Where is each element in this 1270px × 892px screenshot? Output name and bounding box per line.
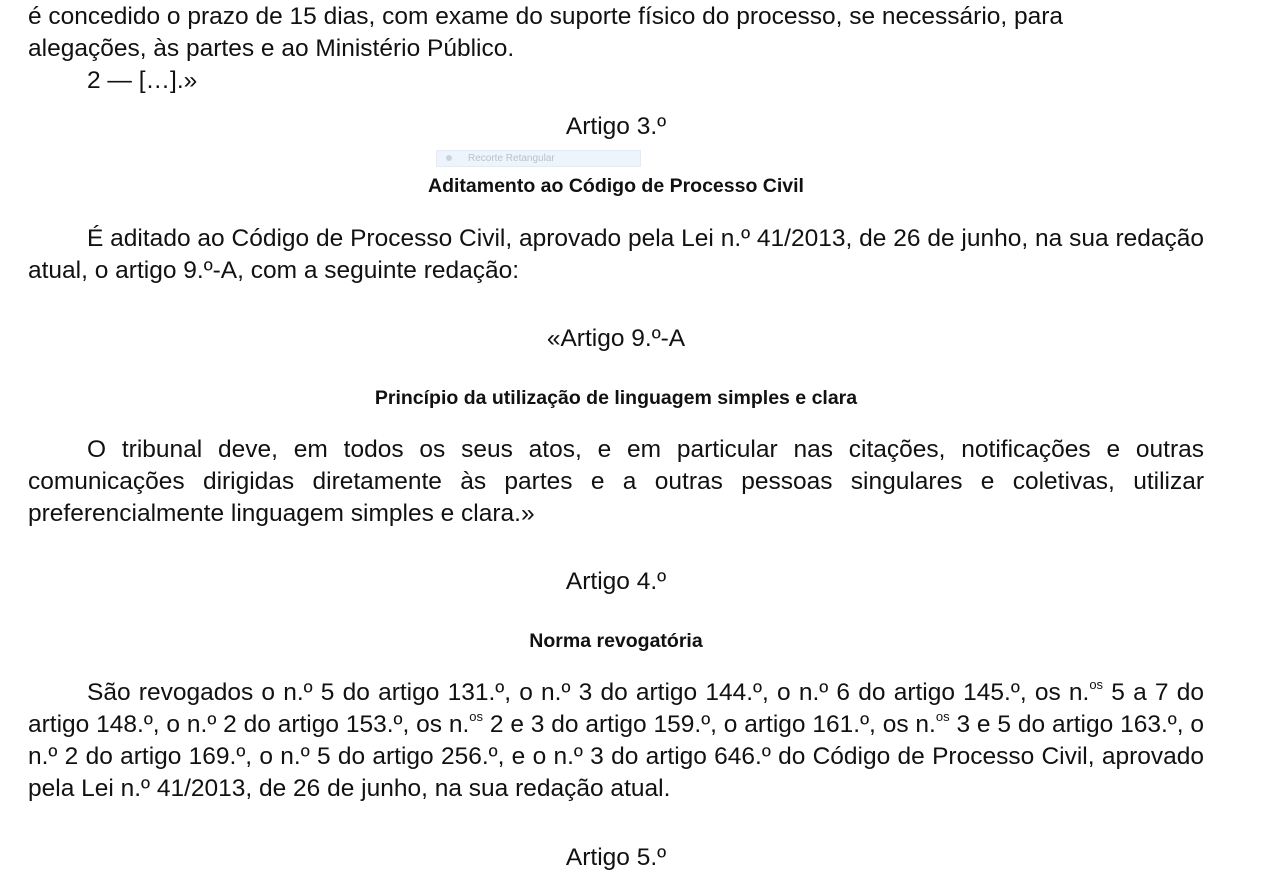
intro-line-3: 2 — […].» — [87, 67, 198, 94]
article-9a-heading: Princípio da utilização de linguagem simples e clara — [374, 387, 858, 409]
article-4-body — [28, 677, 1204, 805]
intro-line-2: alegações, às partes e ao Ministério Público. — [28, 35, 515, 62]
article-5-title: Artigo 5.º — [565, 844, 667, 871]
snip-mode-label: Recorte Retangular — [468, 153, 555, 164]
article-3-body: É aditado ao Código de Processo Civil, aprovado pela Lei n.º 41/2013, de 26 de junho, na sua redação atual, o artigo 9.º-A, com a seguinte redação: — [28, 225, 1204, 284]
article-9a-body: O tribunal deve, em todos os seus atos, e em particular nas citações, notificações e outras comunicações dirigidas diretamente às partes e a outras pessoas singulares e coletivas, utilizar preferencialmente linguagem simples e clara.» — [28, 436, 1204, 527]
superscript-os-1: os — [1089, 677, 1104, 692]
intro-line-1: é concedido o prazo de 15 dias, com exame do suporte físico do processo, se necessário, para — [28, 3, 1064, 30]
superscript-os-2: os — [469, 709, 484, 724]
article-4-body-part-3: 2 e 3 do artigo 159.º, o artigo 161.º, os n. — [483, 711, 936, 738]
article-4-body-part-4: 3 e 5 do artigo 163.º, o n.º 2 do artigo 169.º, o n.º 5 do artigo 256.º, e o n.º 3 do artigo 646.º do Código de Processo Civil, aprovado pela Lei n.º 41/2013, de 26 de junho, na sua redação atual. — [28, 711, 1205, 802]
snip-mode-tooltip[interactable] — [436, 150, 641, 167]
article-3-heading: Aditamento ao Código de Processo Civil — [428, 175, 804, 197]
article-3-title: Artigo 3.º — [565, 113, 667, 140]
superscript-os-3: os — [935, 709, 950, 724]
snip-mode-icon — [446, 155, 452, 161]
article-4-body-part-2: 5 a 7 do artigo 148.º, o n.º 2 do artigo 153.º, os n. — [28, 679, 1204, 738]
article-4-body-part-1: São revogados o n.º 5 do artigo 131.º, o n.º 3 do artigo 144.º, o n.º 6 do artigo 145.º, os n. — [87, 679, 1090, 706]
article-4-heading: Norma revogatória — [529, 630, 703, 652]
article-9a-title: «Artigo 9.º-A — [546, 325, 686, 352]
article-4-title: Artigo 4.º — [565, 568, 667, 595]
